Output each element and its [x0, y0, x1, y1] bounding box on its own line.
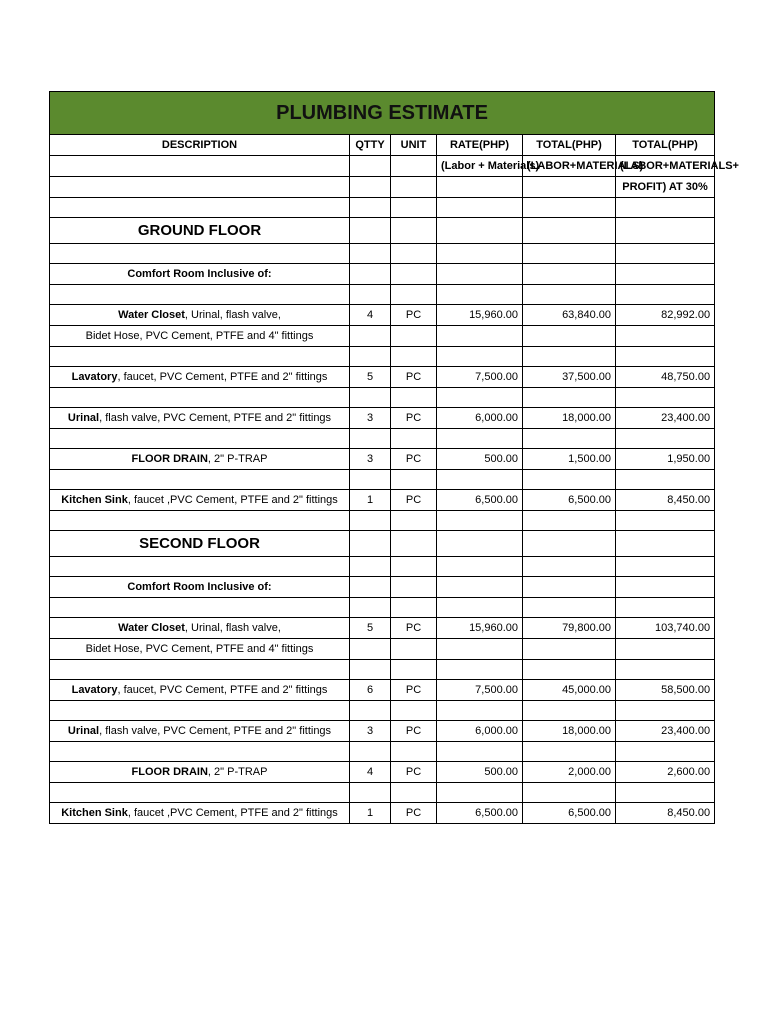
rate-cell: 6,000.00 — [437, 408, 523, 429]
item-name: Urinal — [67, 724, 100, 737]
blank-row — [50, 511, 715, 531]
blank-row — [50, 701, 715, 721]
blank-row — [50, 660, 715, 680]
table-row — [50, 803, 715, 824]
item-details: , faucet, PVC Cement, PTFE and 2" fittings — [117, 683, 328, 696]
rate-cell: 15,960.00 — [437, 618, 523, 639]
item-name: Urinal — [67, 411, 100, 424]
header-unit: UNIT — [391, 135, 437, 156]
qty-cell: 3 — [350, 408, 391, 429]
total-profit-cell: 103,740.00 — [616, 618, 715, 639]
item-details: , 2" P-TRAP — [207, 765, 268, 778]
unit-cell: PC — [391, 408, 437, 429]
table-row — [50, 367, 715, 388]
qty-cell: 1 — [350, 803, 391, 824]
blank-row — [50, 470, 715, 490]
item-name: FLOOR DRAIN — [131, 765, 208, 778]
item-details: , flash valve, PVC Cement, PTFE and 2" fittings — [99, 724, 332, 737]
item-details: , faucet ,PVC Cement, PTFE and 2" fittings — [127, 806, 338, 819]
table-row — [50, 639, 715, 660]
unit-cell: PC — [391, 367, 437, 388]
section-title: SECOND FLOOR — [139, 535, 260, 552]
qty-cell: 4 — [350, 305, 391, 326]
qty-cell: 4 — [350, 762, 391, 783]
total-profit-cell: 82,992.00 — [616, 305, 715, 326]
unit-cell: PC — [391, 680, 437, 701]
header-total: TOTAL(PHP) — [523, 135, 616, 156]
section-row — [50, 218, 715, 244]
rate-cell: 500.00 — [437, 762, 523, 783]
qty-cell: 5 — [350, 618, 391, 639]
header-total-profit-sub2: PROFIT) AT 30% — [616, 177, 715, 198]
unit-cell: PC — [391, 721, 437, 742]
item-name: Lavatory — [71, 370, 118, 383]
header-qty: QTTY — [350, 135, 391, 156]
total-profit-cell: 8,450.00 — [616, 490, 715, 511]
subsection-row — [50, 264, 715, 285]
table-row — [50, 490, 715, 511]
total-profit-cell: 8,450.00 — [616, 803, 715, 824]
rate-cell: 6,000.00 — [437, 721, 523, 742]
blank-row — [50, 429, 715, 449]
subsection-row — [50, 577, 715, 598]
item-details: Bidet Hose, PVC Cement, PTFE and 4" fittings — [85, 329, 314, 342]
rate-cell: 15,960.00 — [437, 305, 523, 326]
unit-cell: PC — [391, 803, 437, 824]
item-details: , flash valve, PVC Cement, PTFE and 2" fittings — [99, 411, 332, 424]
blank-row — [50, 285, 715, 305]
rate-cell: 7,500.00 — [437, 367, 523, 388]
total-cell: 1,500.00 — [523, 449, 616, 470]
item-name: FLOOR DRAIN — [131, 452, 208, 465]
qty-cell: 3 — [350, 449, 391, 470]
qty-cell: 6 — [350, 680, 391, 701]
item-details: , Urinal, flash valve, — [184, 621, 281, 634]
total-cell: 18,000.00 — [523, 408, 616, 429]
section-title: GROUND FLOOR — [137, 222, 262, 239]
header-rate-sub2 — [437, 177, 523, 198]
unit-cell: PC — [391, 618, 437, 639]
item-name: Kitchen Sink — [61, 806, 128, 819]
rate-cell: 7,500.00 — [437, 680, 523, 701]
estimate-table — [49, 91, 739, 824]
header-rate: RATE(PHP) — [437, 135, 523, 156]
table-row — [50, 618, 715, 639]
item-details: , faucet ,PVC Cement, PTFE and 2" fittings — [127, 493, 338, 506]
header-total-sub: (LABOR+MATERIALS) — [523, 156, 616, 177]
rate-cell: 500.00 — [437, 449, 523, 470]
blank-row — [50, 198, 715, 218]
total-cell: 63,840.00 — [523, 305, 616, 326]
header-row — [50, 156, 715, 177]
table-row — [50, 680, 715, 701]
item-name: Water Closet — [118, 308, 185, 321]
unit-cell: PC — [391, 449, 437, 470]
total-cell: 2,000.00 — [523, 762, 616, 783]
unit-cell: PC — [391, 490, 437, 511]
item-name: Kitchen Sink — [61, 493, 128, 506]
unit-cell: PC — [391, 305, 437, 326]
total-cell: 18,000.00 — [523, 721, 616, 742]
header-rate-sub: (Labor + Materials) — [437, 156, 523, 177]
item-details: Bidet Hose, PVC Cement, PTFE and 4" fittings — [85, 642, 314, 655]
header-total-profit-sub: (LABOR+MATERIALS+ — [616, 156, 715, 177]
section-row — [50, 531, 715, 557]
table-row — [50, 721, 715, 742]
total-profit-cell: 23,400.00 — [616, 408, 715, 429]
unit-cell: PC — [391, 762, 437, 783]
blank-row — [50, 347, 715, 367]
rate-cell: 6,500.00 — [437, 490, 523, 511]
item-details: , 2" P-TRAP — [207, 452, 268, 465]
blank-row — [50, 388, 715, 408]
subsection-title: Comfort Room Inclusive of: — [127, 580, 272, 593]
blank-row — [50, 598, 715, 618]
qty-cell: 5 — [350, 367, 391, 388]
item-details: , Urinal, flash valve, — [184, 308, 281, 321]
total-cell: 6,500.00 — [523, 490, 616, 511]
title-row — [50, 92, 715, 135]
table-row — [50, 305, 715, 326]
item-name: Lavatory — [71, 683, 118, 696]
qty-cell: 1 — [350, 490, 391, 511]
total-cell: 45,000.00 — [523, 680, 616, 701]
total-cell: 6,500.00 — [523, 803, 616, 824]
qty-cell: 3 — [350, 721, 391, 742]
header-description: DESCRIPTION — [50, 135, 350, 156]
item-name: Water Closet — [118, 621, 185, 634]
header-total-sub2 — [523, 177, 616, 198]
blank-row — [50, 557, 715, 577]
table-row — [50, 326, 715, 347]
total-cell: 79,800.00 — [523, 618, 616, 639]
total-cell: 37,500.00 — [523, 367, 616, 388]
header-row — [50, 177, 715, 198]
subsection-title: Comfort Room Inclusive of: — [127, 267, 272, 280]
table-row — [50, 449, 715, 470]
header-total-profit: TOTAL(PHP) — [616, 135, 715, 156]
table-row — [50, 762, 715, 783]
total-profit-cell: 58,500.00 — [616, 680, 715, 701]
item-details: , faucet, PVC Cement, PTFE and 2" fittings — [117, 370, 328, 383]
header-row — [50, 135, 715, 156]
total-profit-cell: 2,600.00 — [616, 762, 715, 783]
total-profit-cell: 23,400.00 — [616, 721, 715, 742]
total-profit-cell: 1,950.00 — [616, 449, 715, 470]
table-row — [50, 408, 715, 429]
rate-cell: 6,500.00 — [437, 803, 523, 824]
blank-row — [50, 244, 715, 264]
blank-row — [50, 783, 715, 803]
total-profit-cell: 48,750.00 — [616, 367, 715, 388]
page-title: PLUMBING ESTIMATE — [50, 92, 715, 135]
blank-row — [50, 742, 715, 762]
